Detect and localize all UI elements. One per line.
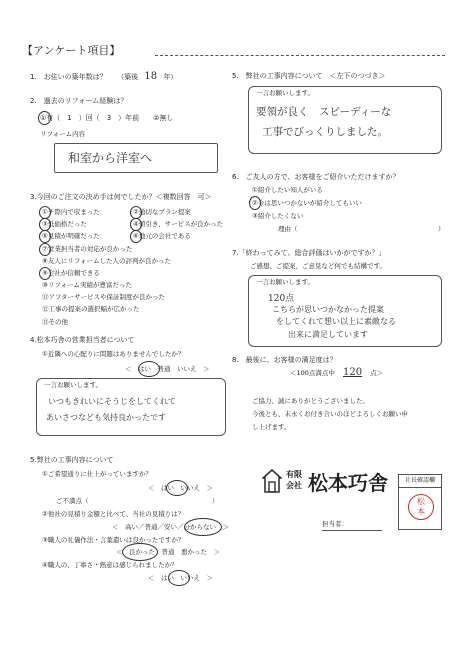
q6-reason: 理由（ [278, 225, 298, 233]
q3-item-3: ③低価格だった [42, 220, 87, 228]
page-title: 【アンケート項目】 [22, 44, 121, 57]
q5-s3: ③職人の礼儀作法・言葉遣いは良かったですか？ [42, 536, 185, 544]
q3-item-12: ⑫工事の提案の選択幅が広かった [42, 305, 140, 313]
q5cont-line-1: 要領が良く スピーディーな [256, 106, 392, 118]
q8-score-row [290, 369, 383, 377]
header-rule [155, 55, 445, 56]
q5-question: 5.弊社の工事内容について [30, 456, 114, 464]
q7-line-2: こちらが思いつかなかった提案 [272, 305, 384, 314]
company-type-bottom: 会社 [286, 481, 302, 490]
q7-question: 7.「終わってみて、総合評価はいかがですか？」 [232, 249, 386, 257]
company-type-top: 有限 [286, 470, 302, 479]
q4-sub: ①近隣への心配りに問題はありませんでしたか？ [42, 350, 185, 358]
q5cont-box-label: 一言お願いします。 [256, 89, 314, 97]
q3-item-6: ⑥地元の会社である [133, 232, 191, 240]
q6-option-3: ③紹介したくない [252, 212, 304, 220]
q3-item-2: ②通切なプラン提案 [133, 208, 191, 216]
q3-item-11: ⑪アフターサービスや保証制度が良かった [42, 293, 166, 301]
q8-score-unit: 点＞ [370, 369, 384, 377]
q5cont-line-2: 工事でびっくりしました。 [262, 126, 388, 138]
q3-item-1: ①チ際内で収まった [42, 208, 100, 216]
q7-line-3: をしてくれて想い以上に素敵なる [276, 317, 396, 326]
q2-options: ①有（ 1 ）回（ 3 ）年前 ②無し [40, 114, 174, 122]
company-name: 松本巧舎 [308, 471, 388, 495]
q1-question [30, 72, 177, 82]
q3-item-5: ⑤見積が明確だった [42, 232, 100, 240]
seal-char-top: 松 [417, 497, 425, 506]
q7-line-4: 出来に満足しています [288, 330, 368, 339]
q3-circle-6 [130, 230, 142, 243]
q6-question: 6. ご友人の方で、お客様をご紹介いただけますか？ [232, 173, 400, 181]
q5-s2: ②他社の見積り金額と比べて、当社の見積りは？ [42, 510, 185, 518]
q5-s3-circle [122, 543, 158, 561]
q4-choices: ＜ はい 普通 いいえ ＞ [125, 365, 210, 373]
q3-circle-7 [39, 243, 51, 256]
q5-s1-sub-end: ） [212, 497, 219, 505]
q6-reason-end: ） [438, 225, 445, 233]
q5-s1-sub: ご不満点（ [56, 497, 89, 505]
q2-circle-yes [38, 111, 51, 125]
q8-question: 8. 最後に、お客様の満足度は？ [232, 356, 337, 364]
q5-s4-choices: ＜ はい いいえ ＞ [148, 574, 213, 582]
seal-char-bottom: 本 [417, 507, 425, 516]
q5-s4: ④職人の、丁寧さ・熱意は感じられましたか？ [42, 561, 178, 569]
q6-circle-2 [249, 196, 261, 210]
q7-sub: ご感想、ご提案、ご意見など何でも結構です。 [250, 262, 386, 270]
q8-score-label: ＜100点満点中 [290, 369, 335, 377]
q4-box-label: 一言お願いします。 [44, 381, 102, 389]
q2-content-label: リフォーム内容 [40, 130, 86, 138]
q3-item-13: ⑬その他 [42, 318, 68, 326]
thanks-line-2: 今後とも、末永くお付き合いのほどよろしくお願い申 [252, 410, 408, 418]
q3-item-8: ⑧友人にリフォームした人の評判が良かった [42, 257, 172, 265]
q3-item-10: ⑩リフォーム実績が豊富だった [42, 281, 133, 289]
q5-s3-choices: ＜ 良かった 普通 悪かった ＞ [116, 548, 220, 556]
q7-line-1: 120点 [268, 294, 295, 304]
q4-circle-yes [138, 361, 160, 377]
q5cont-question: 5. 弊社の工事内容について ＜左下のつづき＞ [232, 72, 386, 80]
q3-item-4: ④値引き、サービスが良かった [133, 220, 224, 228]
q7-box-label: 一言お願いします。 [256, 278, 314, 286]
q2-content-answer: 和室から洋室へ [68, 151, 153, 165]
tanto-label: 担当者： [322, 520, 348, 528]
q1-unit: 年） [163, 73, 178, 81]
q5-s1: ①ご希望通りに仕上がっていますか？ [42, 470, 152, 478]
q3-circle-5 [39, 230, 51, 243]
q3-question: 3.今回のご注文の決め手は何でしたか？＜複数回答 可＞ [30, 193, 212, 201]
q1-label: 1. お住いの築年数は？ （築後 [30, 73, 139, 81]
q5-s2-choices: ＜ 高い／普通／安い／分からない ＞ [112, 523, 229, 531]
president-seal [408, 494, 434, 520]
q5-s4-circle [168, 570, 190, 586]
q5-s2-circle [184, 518, 222, 536]
president-label: 社長確認欄 [399, 475, 441, 488]
president-box [398, 474, 442, 530]
q6-option-1: ①紹介したい知人がいる [252, 186, 323, 194]
q4-comment-line-1: いつもきれいにそうじをしてくれて [48, 397, 176, 406]
q1-answer: 18 [144, 71, 158, 82]
q3-circle-9 [39, 267, 51, 280]
q5-s1-circle [166, 480, 188, 496]
q2-question: 2. 過去のリフォーム経験は？ [30, 97, 128, 105]
company-logo [262, 461, 392, 501]
q3-item-9: ⑨会社が信頼できる [42, 269, 100, 277]
house-icon [262, 468, 282, 494]
q5-s1-choices: ＜ はい いいえ ＞ [148, 484, 213, 492]
q8-score-value: 120 [343, 367, 363, 378]
tanto-underline [322, 530, 382, 531]
q4-question: 4.松本巧舎の営業担当者について [30, 336, 135, 344]
q3-item-7: ⑦営業担当者の対応が良かった [42, 245, 133, 253]
thanks-line-1: ご協力、誠にありがとうございました。 [252, 397, 369, 405]
q4-comment-line-2: あいさつなども気持良かったです [46, 413, 166, 422]
thanks-line-3: し上げます。 [252, 423, 291, 431]
q6-option-2: ②今は思いつかないが紹介してもいい [252, 199, 362, 207]
